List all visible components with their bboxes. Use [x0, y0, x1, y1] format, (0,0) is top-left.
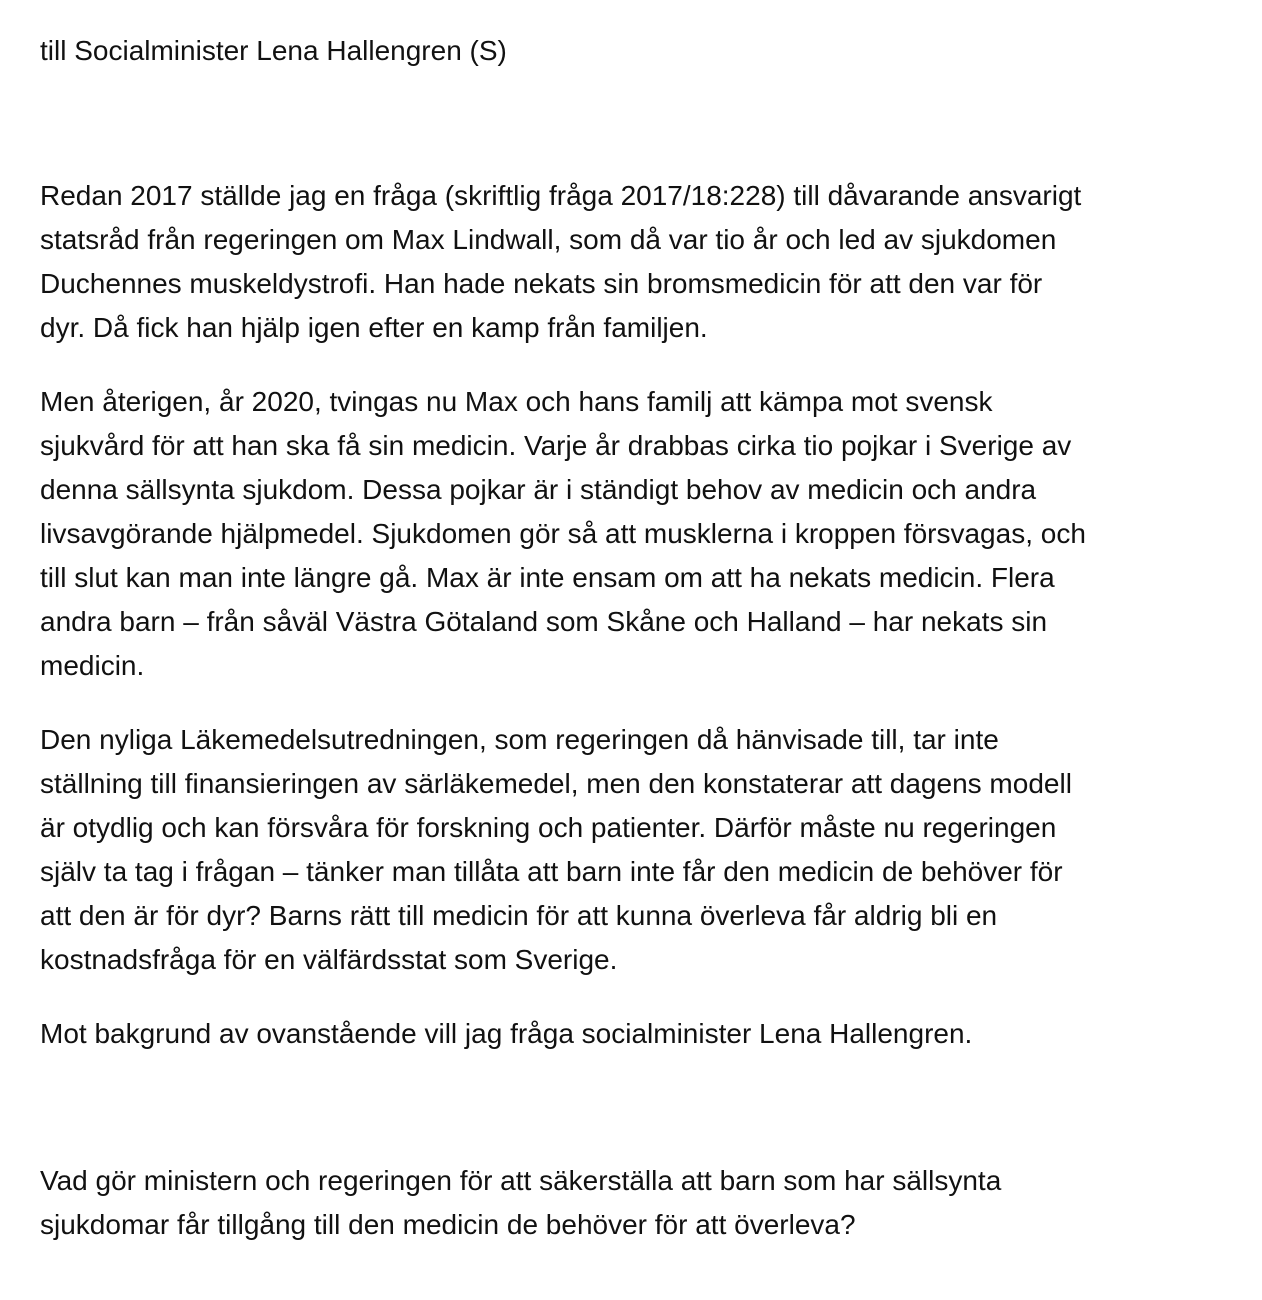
- paragraph-3: [40, 718, 1240, 982]
- paragraph-line: Mot bakgrund av ovanstående vill jag fråga socialminister Lena Hallengren.: [40, 1018, 973, 1049]
- paragraph-line: är otydlig och kan försvåra för forskning och patienter. Därför måste nu regeringen: [40, 812, 1057, 843]
- paragraph-1: [40, 174, 1240, 350]
- paragraph-line: medicin.: [40, 650, 145, 681]
- paragraph-2: [40, 380, 1240, 688]
- paragraph-line: kostnadsfråga för en välfärdsstat som Sverige.: [40, 944, 618, 975]
- paragraph-4: [40, 1012, 1240, 1056]
- paragraph-line: ställning till finansieringen av särläkemedel, men den konstaterar att dagens modell: [40, 768, 1072, 799]
- paragraph-line: andra barn – från såväl Västra Götaland som Skåne och Halland – har nekats sin: [40, 606, 1048, 637]
- paragraph-line: själv ta tag i frågan – tänker man tillåta att barn inte får den medicin de behöver för: [40, 856, 1063, 887]
- question-line: sjukdomar får tillgång till den medicin de behöver för att överleva?: [40, 1209, 856, 1240]
- paragraph-line: sjukvård för att han ska få sin medicin. Varje år drabbas cirka tio pojkar i Sverige av: [40, 430, 1072, 461]
- question-line: Vad gör ministern och regeringen för att säkerställa att barn som har sällsynta: [40, 1165, 1002, 1196]
- paragraph-line: dyr. Då fick han hjälp igen efter en kamp från familjen.: [40, 312, 708, 343]
- addressee-line: till Socialminister Lena Hallengren (S): [40, 35, 507, 66]
- paragraph-line: till slut kan man inte längre gå. Max är inte ensam om att ha nekats medicin. Flera: [40, 562, 1055, 593]
- paragraph-line: att den är för dyr? Barns rätt till medicin för att kunna överleva får aldrig bli en: [40, 900, 998, 931]
- paragraph-line: Men återigen, år 2020, tvingas nu Max och hans familj att kämpa mot svensk: [40, 386, 993, 417]
- paragraph-line: statsråd från regeringen om Max Lindwall, som då var tio år och led av sjukdomen: [40, 224, 1057, 255]
- paragraph-line: livsavgörande hjälpmedel. Sjukdomen gör så att musklerna i kroppen försvagas, och: [40, 518, 1086, 549]
- paragraph-line: Redan 2017 ställde jag en fråga (skriftlig fråga 2017/18:228) till dåvarande ansvarigt: [40, 180, 1082, 211]
- paragraph-line: denna sällsynta sjukdom. Dessa pojkar är i ständigt behov av medicin och andra: [40, 474, 1037, 505]
- question-background: [40, 174, 1240, 1086]
- paragraph-line: Den nyliga Läkemedelsutredningen, som regeringen då hänvisade till, tar inte: [40, 724, 999, 755]
- paragraph-line: Duchennes muskeldystrofi. Han hade nekats sin bromsmedicin för att den var för: [40, 268, 1043, 299]
- question-text: [40, 1159, 1240, 1247]
